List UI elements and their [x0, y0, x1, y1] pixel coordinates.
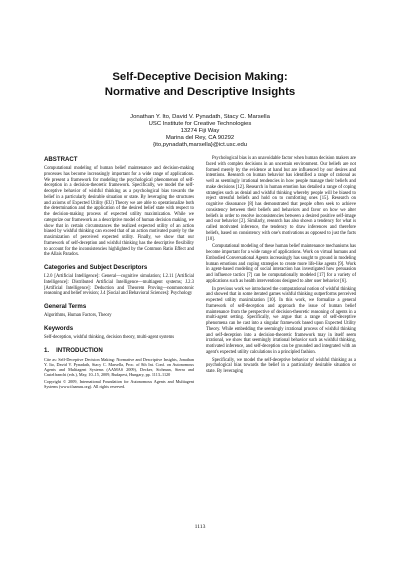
city-address: Marina del Rey, CA 90292 [165, 135, 235, 142]
categories-heading: Categories and Subject Descriptors [44, 264, 148, 271]
general-terms-heading: General Terms [44, 303, 87, 310]
keywords-text: Self-deception, wishful thinking, decision theory, multi-agent systems [44, 334, 175, 340]
keywords-heading: Keywords [44, 324, 74, 332]
street-address: 13274 Fiji Way [180, 128, 220, 135]
author-block [40, 114, 360, 149]
body-paragraph: Specifically, we model the self-deceptive behavior of wishful thinking as a psychological bias towards the belief in a particularly desirable situation or state. By leveraging [206, 357, 356, 374]
introduction-heading [44, 347, 194, 355]
categories-text: I.2.0 [Artificial Intelligence]: General—cognitive simulation; I.2.11 [Artificial Intelligence]: Distributed Artificial Intelligence—multiagent systems; J.2.3 [Artificial Intelligence]: Deduction and Theorem Proving—nonmonotonic reasoning and belief revision; J.4 [Social and Behavioral Sciences]: Psychology [44, 274, 194, 297]
title-line-1: Self-Deceptive Decision Making: [112, 71, 288, 83]
body-paragraph: In previous work we introduced the computational notion of wishful thinking and showed that in some iterated games wishful thinking outperforms perceived expected utility maximization [10]. In this work, we formalize a general framework of self-deception and approach the issue of human belief maintenance from the perspective of decision-theoretic reasoning of agents in a multi-agent setting. Specifically, we argue that a range of self-deceptive phenomena can be cast into a singular framework based upon Expected Utility Theory. While embedding the seemingly irrational process of wishful thinking and self-deception into a decision-theoretic framework may in itself seem irrational, we show that seemingly irrational behavior such as wishful thinking, motivated inference, and self-deception can be grounded and integrated with an agent's expected utility calculations in a principled fashion. [206, 286, 356, 355]
general-terms-text: Algorithms, Human Factors, Theory [44, 313, 112, 318]
abstract-text: Computational modeling of human belief maintenance and decision-making processes has become increasingly important for a wide range of applications. We present a framework for modeling the psychological phenomenon of self-deception in a decision-theoretic framework. Specifically, we model the self-deceptive behavior of wishful thinking as a psychological bias towards the belief in a particularly desirable situation or state. By leveraging the structures and axioms of Expected Utility (EU) Theory we are able to operationalize both the determination and the application of the desired belief state with respect to the decision-making process of expected utility maximization. While we categorize our framework as a descriptive model of human decision making, we show that in certain circumstances the realized expected utility of an action biased by wishful thinking can exceed that of an action motivated purely by the maximization of perceived expected utility. Finally, we show that our framework of self-deception and wishful thinking has the descriptive flexibility to account for the inconsistencies highlighted by the Common Ratio Effect and the Allais Paradox. [44, 166, 194, 258]
paper-title [40, 70, 360, 99]
right-column [206, 156, 356, 377]
abstract-heading: ABSTRACT [44, 156, 78, 163]
title-line-2: Normative and Descriptive Insights [104, 85, 296, 98]
body-paragraph: Computational modeling of these human belief maintenance mechanisms has become important for a wide range of applications. Work on virtual humans and Embodied Conversational Agents increasingly has sought to ground in modeling human emotions and coping strategies to create more life-like agents [9]. Work in agent-based modeling of social interaction has investigated how persuasion and influence tactics [7] can be computationally modeled [17] for a variety of applications such as health interventions designed to alter user behavior [6]. [206, 244, 356, 284]
affiliation: USC Institute for Creative Technologies [148, 121, 252, 128]
left-column [44, 156, 194, 391]
section-number: 1. [44, 346, 50, 354]
author-emails: {ito,pynadath,marsella}@ict.usc.edu [152, 142, 248, 149]
author-names: Jonathan Y. Ito, David V. Pynadath, Stacy C. Marsella [130, 114, 270, 120]
section-title: INTRODUCTION [56, 346, 103, 354]
copyright-note: Copyright © 2009, International Foundation for Autonomous Agents and Multiagent Systems (www.ifaamas.org). All rights reserved. [44, 378, 194, 389]
body-paragraph: Psychological bias is an unavoidable factor when human decision makers are faced with complex decisions in an uncertain environment. Our beliefs are not formed merely by the evidence at hand but are influenced by our desires and intentions. Research on human behavior has identified a range of rational as well as seemingly irrational tendencies in how people manage their beliefs and make decisions [12]. Research in human emotion has detailed a range of coping strategies such as denial and wishful thinking whereby people will be biased to reject stressful beliefs and hold on to comforting ones [15]. Research on cognitive dissonance [8] has demonstrated that people often seek to achieve consistency between their beliefs and behaviors and favor on how we alter beliefs in order to resolve inconsistencies between a desired positive self-image and our behavior [2]. Similarly, research has also shown a tendency for what is called motivated inference, the tendency to draw inferences and therefore beliefs, based on consistency with one's motivations as opposed to just the facts [10]. [206, 156, 356, 242]
page-number: 1113 [194, 524, 206, 530]
citation-note: Cite as: Self-Deceptive Decision Making: Normative and Descriptive Insights, Jonathan Y. Ito, David V. Pynadath, Stacy C. Marsella, Proc. of 8th Int. Conf. on Autonomous Agents and Multiagent Systems (AAMAS 2009), Decker, Sichman, Sierra and Castelfranchi (eds.), May, 10–15, 2009, Budapest, Hungary, pp. 1113–1120 [44, 356, 194, 377]
